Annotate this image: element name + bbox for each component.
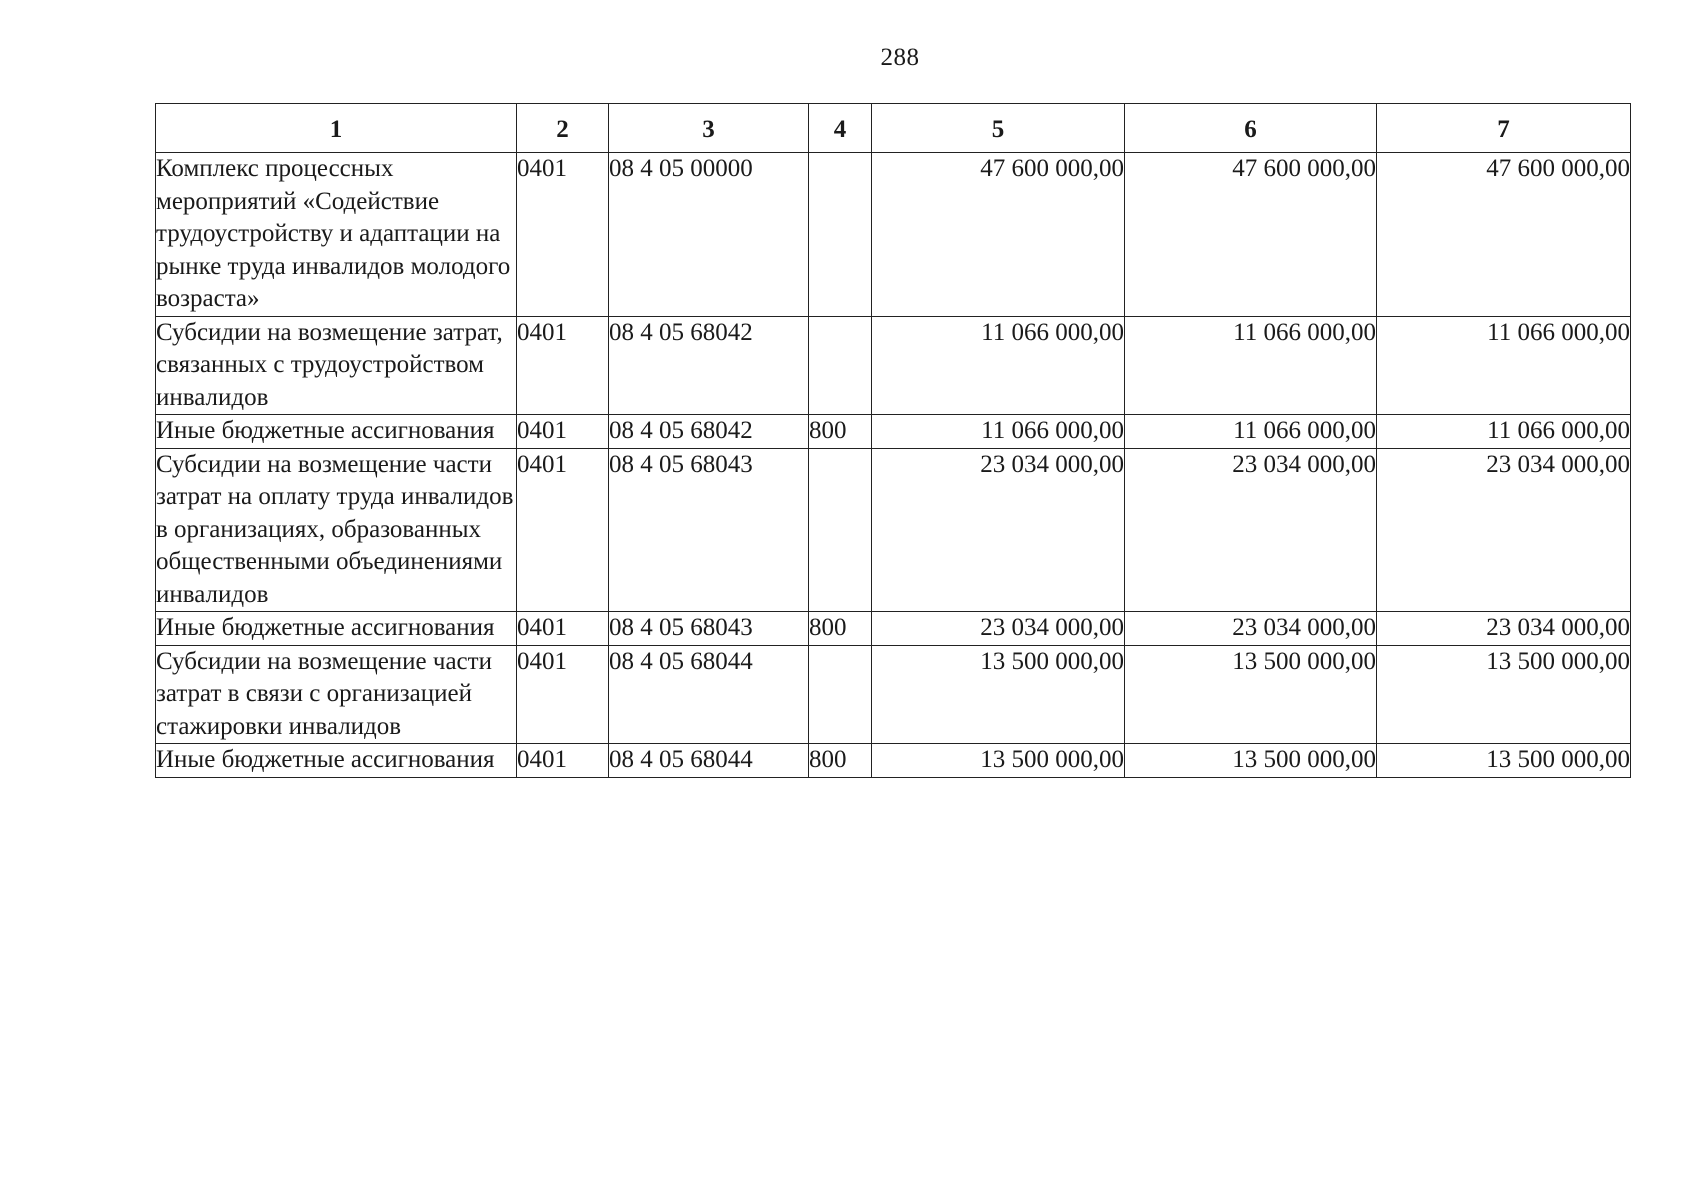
table-row (156, 612, 1631, 646)
amount-col5-cell: 11 066 000,00 (872, 415, 1125, 449)
amount-col7-cell: 23 034 000,00 (1377, 448, 1631, 612)
table-row (156, 744, 1631, 778)
amount-col7-cell: 13 500 000,00 (1377, 744, 1631, 778)
target-code-cell: 08 4 05 68044 (609, 744, 809, 778)
expense-type-cell (809, 316, 872, 415)
table-row (156, 153, 1631, 317)
expense-type-cell: 800 (809, 612, 872, 646)
amount-col6-cell: 11 066 000,00 (1125, 415, 1377, 449)
target-code-cell: 08 4 05 68043 (609, 612, 809, 646)
expense-type-cell: 800 (809, 744, 872, 778)
amount-col5-cell: 23 034 000,00 (872, 448, 1125, 612)
target-code-cell: 08 4 05 68043 (609, 448, 809, 612)
amount-col6-cell: 11 066 000,00 (1125, 316, 1377, 415)
column-header-2: 2 (517, 104, 609, 153)
table-header-row (156, 104, 1631, 153)
section-code-cell: 0401 (517, 153, 609, 317)
section-code-cell: 0401 (517, 645, 609, 744)
amount-col6-cell: 13 500 000,00 (1125, 744, 1377, 778)
section-code-cell: 0401 (517, 744, 609, 778)
amount-col5-cell: 47 600 000,00 (872, 153, 1125, 317)
target-code-cell: 08 4 05 68042 (609, 316, 809, 415)
amount-col7-cell: 23 034 000,00 (1377, 612, 1631, 646)
expense-type-cell (809, 645, 872, 744)
column-header-1: 1 (156, 104, 517, 153)
table-row (156, 316, 1631, 415)
expense-type-cell (809, 448, 872, 612)
row-name-cell: Иные бюджетные ассигнования (156, 744, 517, 778)
amount-col6-cell: 23 034 000,00 (1125, 448, 1377, 612)
table-body (156, 153, 1631, 778)
column-header-5: 5 (872, 104, 1125, 153)
column-header-7: 7 (1377, 104, 1631, 153)
row-name-cell: Комплекс процессных мероприятий «Содействие трудоустройству и адаптации на рынке труда инвалидов молодого возраста» (156, 153, 517, 317)
row-name-cell: Субсидии на возмещение затрат, связанных с трудоустройством инвалидов (156, 316, 517, 415)
column-header-6: 6 (1125, 104, 1377, 153)
amount-col5-cell: 13 500 000,00 (872, 744, 1125, 778)
amount-col5-cell: 11 066 000,00 (872, 316, 1125, 415)
table-row (156, 448, 1631, 612)
section-code-cell: 0401 (517, 612, 609, 646)
amount-col7-cell: 13 500 000,00 (1377, 645, 1631, 744)
section-code-cell: 0401 (517, 448, 609, 612)
target-code-cell: 08 4 05 68042 (609, 415, 809, 449)
amount-col6-cell: 47 600 000,00 (1125, 153, 1377, 317)
section-code-cell: 0401 (517, 316, 609, 415)
amount-col5-cell: 23 034 000,00 (872, 612, 1125, 646)
row-name-cell: Иные бюджетные ассигнования (156, 612, 517, 646)
row-name-cell: Иные бюджетные ассигнования (156, 415, 517, 449)
expense-type-cell: 800 (809, 415, 872, 449)
column-header-4: 4 (809, 104, 872, 153)
column-header-3: 3 (609, 104, 809, 153)
row-name-cell: Субсидии на возмещение части затрат на оплату труда инвалидов в организациях, образованных общественными объединениями инвалидов (156, 448, 517, 612)
target-code-cell: 08 4 05 68044 (609, 645, 809, 744)
amount-col5-cell: 13 500 000,00 (872, 645, 1125, 744)
budget-table (155, 103, 1631, 778)
target-code-cell: 08 4 05 00000 (609, 153, 809, 317)
amount-col7-cell: 47 600 000,00 (1377, 153, 1631, 317)
table-row (156, 415, 1631, 449)
expense-type-cell (809, 153, 872, 317)
amount-col6-cell: 23 034 000,00 (1125, 612, 1377, 646)
row-name-cell: Субсидии на возмещение части затрат в связи с организацией стажировки инвалидов (156, 645, 517, 744)
page-number: 288 (880, 44, 920, 71)
amount-col7-cell: 11 066 000,00 (1377, 415, 1631, 449)
section-code-cell: 0401 (517, 415, 609, 449)
amount-col6-cell: 13 500 000,00 (1125, 645, 1377, 744)
table-row (156, 645, 1631, 744)
amount-col7-cell: 11 066 000,00 (1377, 316, 1631, 415)
